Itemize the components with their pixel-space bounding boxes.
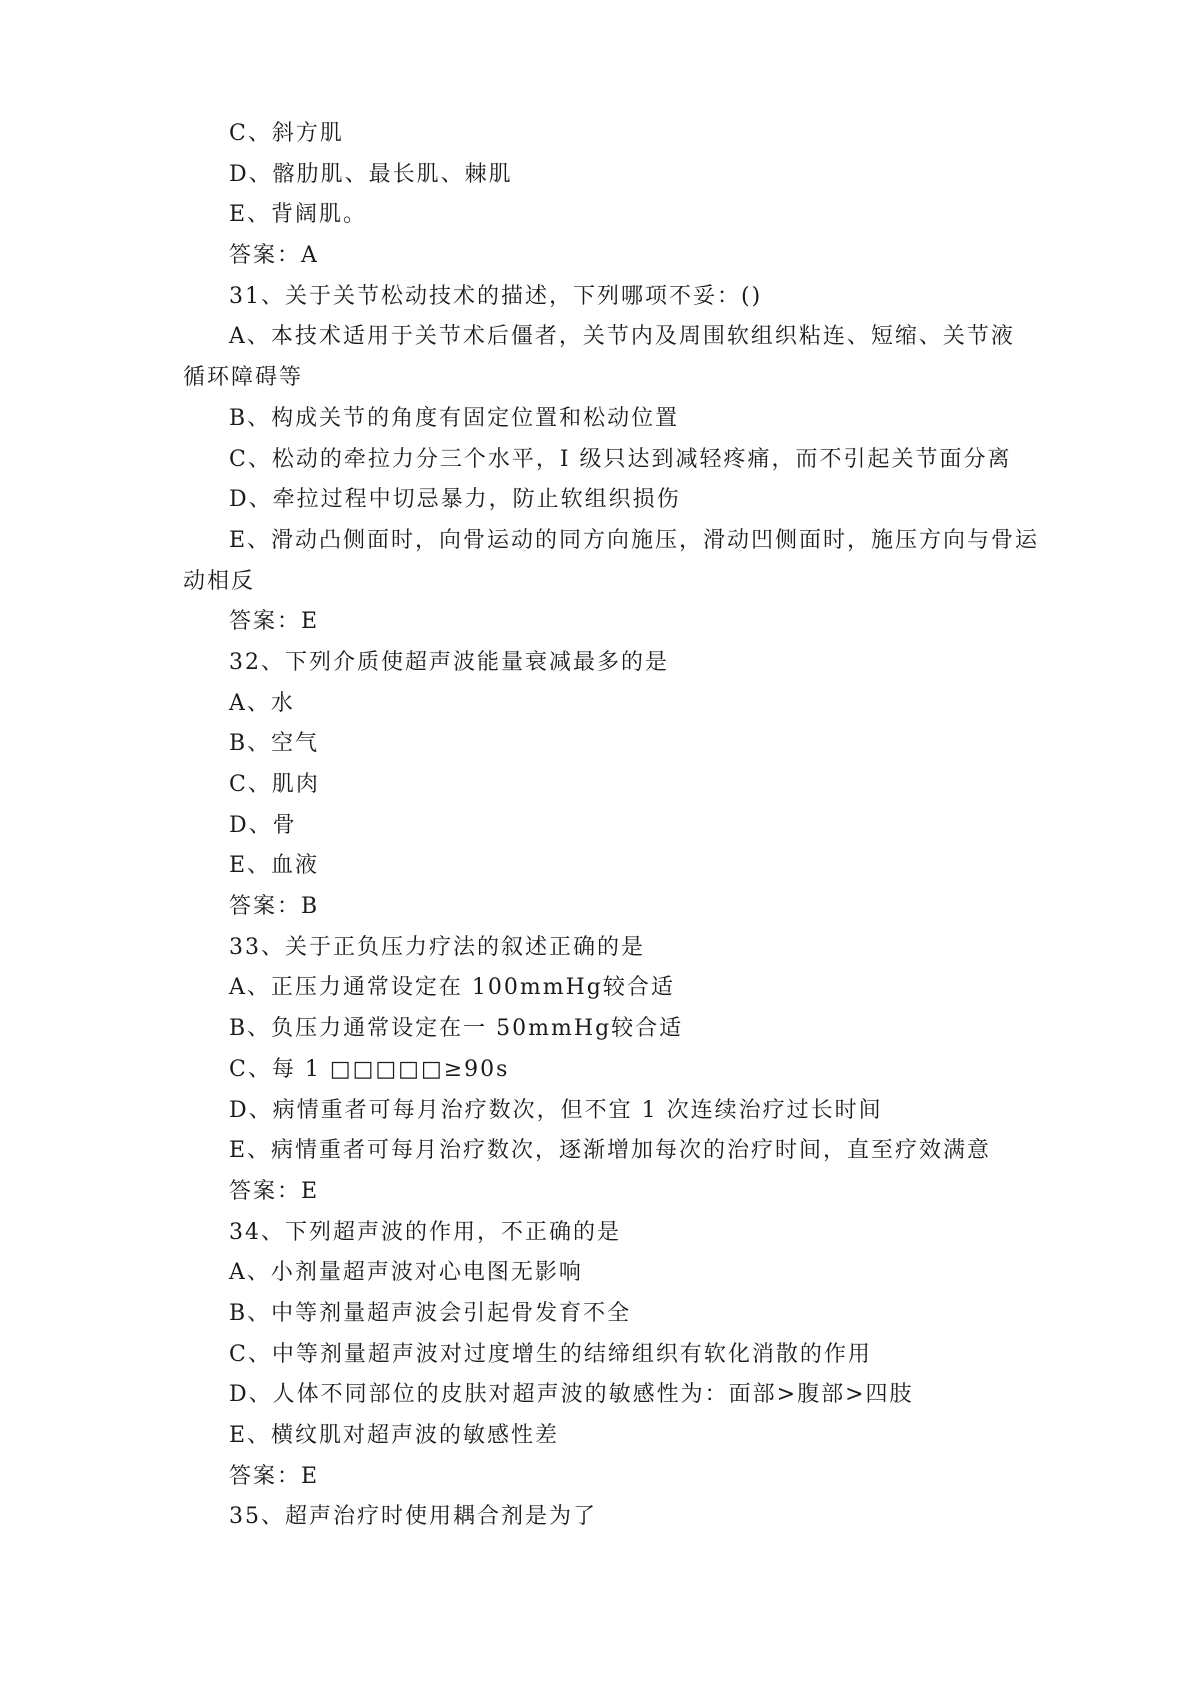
question-35: 35、超声治疗时使用耦合剂是为了 xyxy=(229,1504,597,1530)
option-line: B、空气 xyxy=(229,731,320,757)
option-line: E、病情重者可每月治疗数次，逐渐增加每次的治疗时间，直至疗效满意 xyxy=(229,1138,992,1164)
option-line: D、人体不同部位的皮肤对超声波的敏感性为：面部>腹部>四肢 xyxy=(229,1382,914,1408)
question-34: 34、下列超声波的作用，不正确的是 xyxy=(229,1219,621,1245)
option-line: A、小剂量超声波对心电图无影响 xyxy=(229,1260,583,1286)
option-line: D、牵拉过程中切忌暴力，防止软组织损伤 xyxy=(229,487,681,513)
question-32: 32、下列介质使超声波能量衰减最多的是 xyxy=(229,649,669,675)
option-line: B、中等剂量超声波会引起骨发育不全 xyxy=(229,1300,632,1326)
option-line: D、髂肋肌、最长肌、棘肌 xyxy=(229,161,513,187)
option-line: C、中等剂量超声波对过度增生的结缔组织有软化消散的作用 xyxy=(229,1341,872,1367)
option-line: A、正压力通常设定在 100mmHg较合适 xyxy=(229,975,675,1001)
answer-line: 答案：E xyxy=(229,1463,320,1489)
option-line: A、本技术适用于关节术后僵者，关节内及周围软组织粘连、短缩、关节液 xyxy=(229,324,1015,350)
answer-line: 答案：E xyxy=(229,1178,320,1204)
option-line: E、血液 xyxy=(229,853,320,879)
document-body xyxy=(183,114,1040,1538)
option-line: B、构成关节的角度有固定位置和松动位置 xyxy=(229,405,680,431)
option-line: C、每 1 □□□□□≥90s xyxy=(229,1056,510,1082)
answer-line: 答案：E xyxy=(229,609,320,635)
option-line: E、横纹肌对超声波的敏感性差 xyxy=(229,1423,560,1448)
option-line: C、斜方肌 xyxy=(229,121,344,146)
option-line: A、水 xyxy=(229,690,295,716)
option-line: D、病情重者可每月治疗数次，但不宜 1 次连续治疗过长时间 xyxy=(229,1097,883,1123)
question-31: 31、关于关节松动技术的描述，下列哪项不妥：() xyxy=(229,283,763,309)
option-line: C、松动的牵拉力分三个水平，I 级只达到减轻疼痛，而不引起关节面分离 xyxy=(229,446,1012,472)
answer-line: 答案：A xyxy=(229,243,319,269)
option-line: E、滑动凸侧面时，向骨运动的同方向施压，滑动凹侧面时，施压方向与骨运 xyxy=(229,527,1040,553)
option-line-continued: 循环障碍等 xyxy=(183,365,304,391)
option-line-continued: 动相反 xyxy=(183,568,256,594)
option-line: E、背阔肌。 xyxy=(229,202,368,228)
option-line: C、肌肉 xyxy=(229,772,320,797)
answer-line: 答案：B xyxy=(229,894,320,920)
question-33: 33、关于正负压力疗法的叙述正确的是 xyxy=(229,934,645,960)
option-line: D、骨 xyxy=(229,812,297,838)
option-line: B、负压力通常设定在一 50mmHg较合适 xyxy=(229,1016,684,1042)
